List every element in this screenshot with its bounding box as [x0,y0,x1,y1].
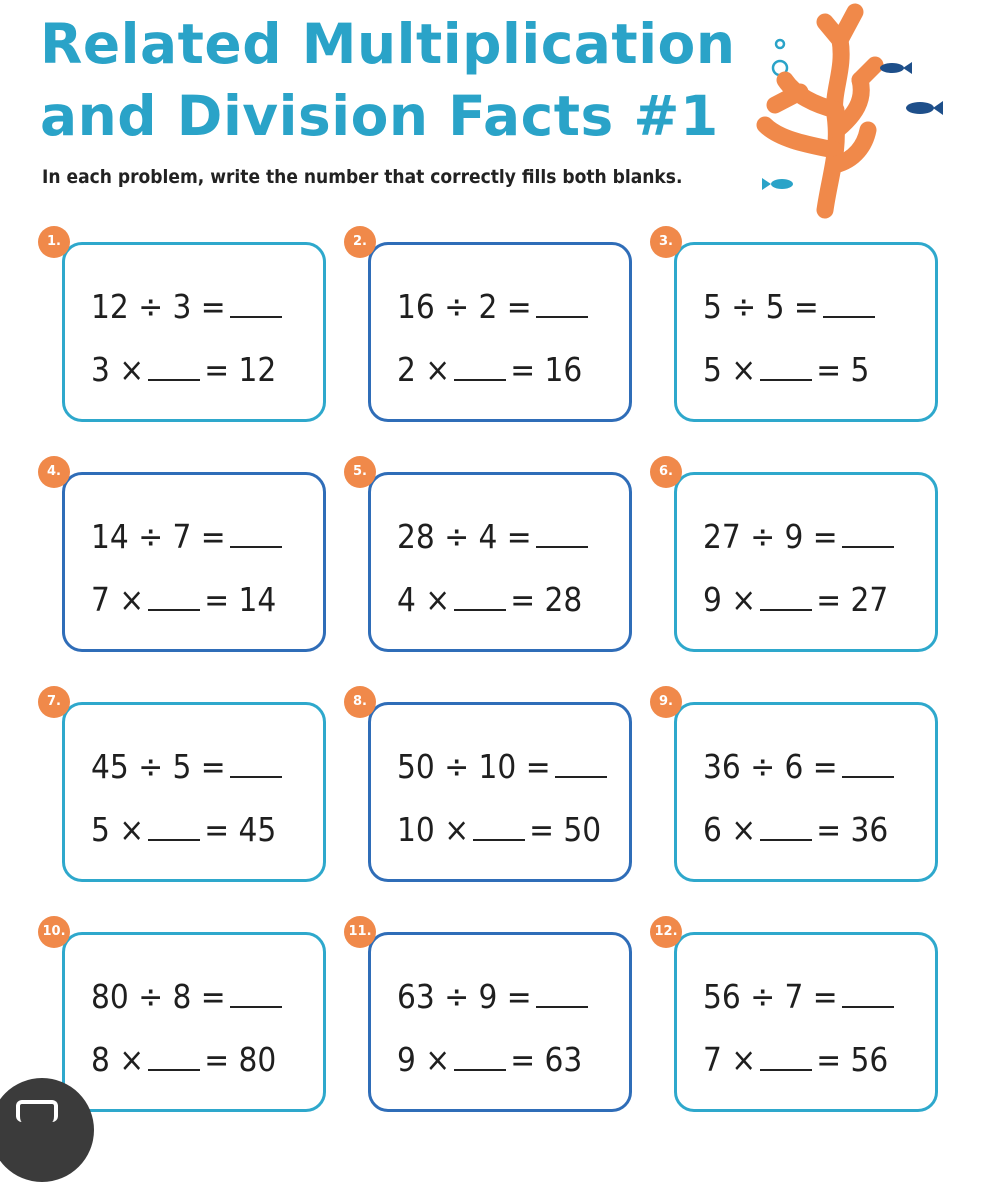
answer-blank[interactable] [536,978,588,1008]
problem-card [62,932,326,1112]
division-text: 12 ÷ 3 = [91,287,226,326]
division-equation [677,747,935,787]
multiplication-equation [677,350,935,390]
problem-number-badge: 11. [344,916,376,948]
multiplication-equation [677,1040,935,1080]
division-equation [65,977,323,1017]
division-text: 56 ÷ 7 = [703,977,838,1016]
multiplication-product: = 45 [204,810,277,849]
division-equation [371,977,629,1017]
answer-blank[interactable] [148,811,200,841]
answer-blank[interactable] [536,518,588,548]
instructions: In each problem, write the number that correctly fills both blanks. [42,166,683,188]
title-line-1: Related Multiplication [40,12,736,76]
answer-blank[interactable] [230,748,282,778]
division-text: 14 ÷ 7 = [91,517,226,556]
answer-blank[interactable] [760,581,812,611]
division-equation [65,747,323,787]
problem-number-badge: 6. [650,456,682,488]
multiplication-equation [371,350,629,390]
division-text: 63 ÷ 9 = [397,977,532,1016]
division-text: 45 ÷ 5 = [91,747,226,786]
answer-blank[interactable] [148,1041,200,1071]
division-equation [677,977,935,1017]
answer-blank[interactable] [760,811,812,841]
problem-card [62,472,326,652]
multiplication-factor: 3 × [91,350,145,389]
multiplication-product: = 28 [510,580,583,619]
answer-blank[interactable] [536,288,588,318]
multiplication-product: = 50 [529,810,602,849]
problem-card [674,472,938,652]
multiplication-product: = 56 [816,1040,889,1079]
problem-number-badge: 2. [344,226,376,258]
problem-card [62,702,326,882]
division-equation [677,517,935,557]
problem-card [674,242,938,422]
worksheet-title [40,8,760,152]
division-text: 28 ÷ 4 = [397,517,532,556]
multiplication-equation [65,810,323,850]
problem-card [368,932,632,1112]
answer-blank[interactable] [473,811,525,841]
problem-card [674,702,938,882]
multiplication-product: = 80 [204,1040,277,1079]
multiplication-equation [371,580,629,620]
multiplication-equation [677,580,935,620]
answer-blank[interactable] [555,748,607,778]
problem-number-badge: 7. [38,686,70,718]
multiplication-equation [371,810,629,850]
multiplication-product: = 12 [204,350,277,389]
multiplication-equation [677,810,935,850]
multiplication-factor: 9 × [703,580,757,619]
answer-blank[interactable] [454,1041,506,1071]
answer-blank[interactable] [842,748,894,778]
title-line-2: and Division Facts #1 [40,84,719,148]
coral-fish-icon [740,0,970,225]
multiplication-factor: 10 × [397,810,470,849]
multiplication-product: = 63 [510,1040,583,1079]
multiplication-factor: 5 × [703,350,757,389]
answer-blank[interactable] [230,518,282,548]
division-equation [371,287,629,327]
problem-number-badge: 12. [650,916,682,948]
answer-blank[interactable] [230,978,282,1008]
problem-number-badge: 1. [38,226,70,258]
multiplication-product: = 16 [510,350,583,389]
multiplication-factor: 6 × [703,810,757,849]
multiplication-equation [65,350,323,390]
multiplication-factor: 2 × [397,350,451,389]
answer-blank[interactable] [148,581,200,611]
answer-blank[interactable] [230,288,282,318]
division-equation [65,517,323,557]
multiplication-factor: 4 × [397,580,451,619]
multiplication-equation [65,1040,323,1080]
problem-card [368,242,632,422]
division-equation [677,287,935,327]
multiplication-product: = 5 [816,350,870,389]
multiplication-factor: 7 × [91,580,145,619]
division-text: 50 ÷ 10 = [397,747,551,786]
app-logo-icon[interactable] [0,1078,94,1182]
division-text: 36 ÷ 6 = [703,747,838,786]
multiplication-product: = 36 [816,810,889,849]
problem-card [368,702,632,882]
problem-number-badge: 8. [344,686,376,718]
problem-card [368,472,632,652]
answer-blank[interactable] [148,351,200,381]
answer-blank[interactable] [842,518,894,548]
answer-blank[interactable] [454,581,506,611]
division-equation [371,517,629,557]
answer-blank[interactable] [454,351,506,381]
division-equation [65,287,323,327]
division-text: 80 ÷ 8 = [91,977,226,1016]
problem-number-badge: 10. [38,916,70,948]
problem-card [62,242,326,422]
multiplication-factor: 7 × [703,1040,757,1079]
multiplication-factor: 5 × [91,810,145,849]
answer-blank[interactable] [842,978,894,1008]
answer-blank[interactable] [760,351,812,381]
problem-number-badge: 5. [344,456,376,488]
problem-card [674,932,938,1112]
multiplication-product: = 27 [816,580,889,619]
problem-number-badge: 9. [650,686,682,718]
answer-blank[interactable] [760,1041,812,1071]
multiplication-equation [65,580,323,620]
problem-number-badge: 3. [650,226,682,258]
multiplication-factor: 9 × [397,1040,451,1079]
multiplication-product: = 14 [204,580,277,619]
answer-blank[interactable] [823,288,875,318]
division-text: 16 ÷ 2 = [397,287,532,326]
problem-number-badge: 4. [38,456,70,488]
multiplication-factor: 8 × [91,1040,145,1079]
multiplication-equation [371,1040,629,1080]
division-text: 5 ÷ 5 = [703,287,819,326]
division-text: 27 ÷ 9 = [703,517,838,556]
division-equation [371,747,629,787]
